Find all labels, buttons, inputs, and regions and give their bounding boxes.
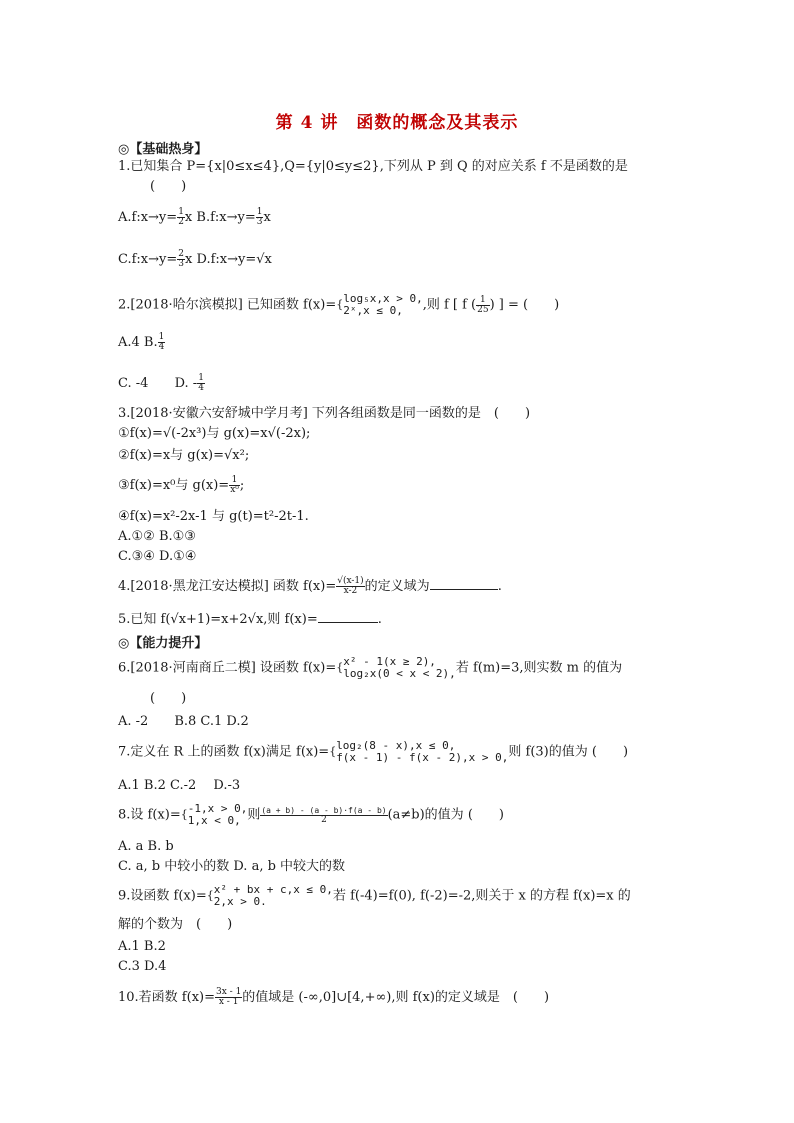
- q2-options-cd: C. -4 D. - $\frac{1}{4}$: [118, 373, 204, 393]
- q8-stem: 8.设 f(x)={ -1,x > 0, 1,x < 0, 则 $\frac{(a + b) - (a - b)\cdot f(a - b)}{2}$ (a≠b)的值为 ( ): [118, 802, 504, 827]
- q9-options-cd: C.3 D.4: [118, 959, 167, 974]
- q3-options-cd: C.③④ D.①④: [118, 549, 197, 564]
- q9-options-ab: A.1 B.2: [118, 939, 166, 954]
- q2-options-ab: A.4 B. $\frac{1}{4}$: [118, 332, 165, 352]
- q3-item-1: ①f(x)=√(-2x³)与 g(x)=x√(-2x);: [118, 426, 311, 441]
- q6-stem: 6.[2018·河南商丘二模] 设函数 f(x)={ x² - 1(x ≥ 2), log₂x(0 < x < 2), 若 f(m)=3,则实数 m 的值为: [118, 655, 623, 680]
- q9-stem-line2: 解的个数为 ( ): [118, 917, 233, 932]
- q7-options: A.1 B.2 C.-2 D.-3: [118, 778, 241, 793]
- q10-stem: 10.若函数 f(x)= $\frac{3x - 1}{x - 1}$ 的值域是 (-∞,0]∪[4,+∞),则 f(x)的定义域是 ( ): [118, 987, 550, 1007]
- q6-paren: ( ): [150, 691, 187, 706]
- q3-stem: 3.[2018·安徽六安舒城中学月考] 下列各组函数是同一函数的是 ( ): [118, 406, 531, 421]
- q1-options-cd: C.f:x→y= $\frac{2}{3}$ x D.f:x→y=√x: [118, 249, 272, 269]
- q6-options: A. -2 B.8 C.1 D.2: [118, 714, 249, 729]
- q8-options-cd: C. a, b 中较小的数 D. a, b 中较大的数: [118, 859, 346, 874]
- q3-options-ab: A.①② B.①③: [118, 529, 196, 544]
- q3-item-3: ③f(x)=x⁰与 g(x)= $\frac{1}{\text{x⁰}}$ ;: [118, 475, 245, 495]
- q3-item-4: ④f(x)=x²-2x-1 与 g(t)=t²-2t-1.: [118, 509, 309, 524]
- q1-options-ab: A.f:x→y= $\frac{1}{2}$ x B.f:x→y= $\frac{1}{3}$ x: [118, 207, 271, 227]
- q5-answer-blank: [318, 610, 378, 623]
- q4-stem: 4.[2018·黑龙江安达模拟] 函数 f(x)= $\frac{√(x-1)}{x-2}$ 的定义域为 .: [118, 576, 502, 596]
- q4-answer-blank: [430, 577, 498, 590]
- q3-item-2: ②f(x)=x与 g(x)=√x²;: [118, 448, 250, 463]
- q5-stem: 5.已知 f(√x+1)=x+2√x,则 f(x)= .: [118, 612, 382, 627]
- q9-stem: 9.设函数 f(x)={ x² + bx + c,x ≤ 0, 2,x > 0. 若 f(-4)=f(0), f(-2)=-2,则关于 x 的方程 f(x)=x 的: [118, 883, 631, 908]
- q1-paren: ( ): [150, 179, 187, 194]
- section-basic: ◎【基础热身】: [118, 142, 208, 157]
- q8-options-ab: A. a B. b: [118, 839, 174, 854]
- section-advanced: ◎【能力提升】: [118, 636, 208, 651]
- page-title: 第 4 讲 函数的概念及其表示: [275, 113, 519, 133]
- q7-stem: 7.定义在 R 上的函数 f(x)满足 f(x)={ log₂(8 - x),x ≤ 0, f(x - 1) - f(x - 2),x > 0, 则 f(3)的值为 ( ): [118, 739, 629, 764]
- q2-stem: 2.[2018·哈尔滨模拟] 已知函数 f(x)={ log₅x,x > 0, 2ˣ,x ≤ 0, ,则 f [ f ( $\frac{1}{25}$ ) ] = ( ): [118, 292, 560, 317]
- q1-stem: 1.已知集合 P={x|0≤x≤4},Q={y|0≤y≤2},下列从 P 到 Q 的对应关系 f 不是函数的是: [118, 159, 628, 174]
